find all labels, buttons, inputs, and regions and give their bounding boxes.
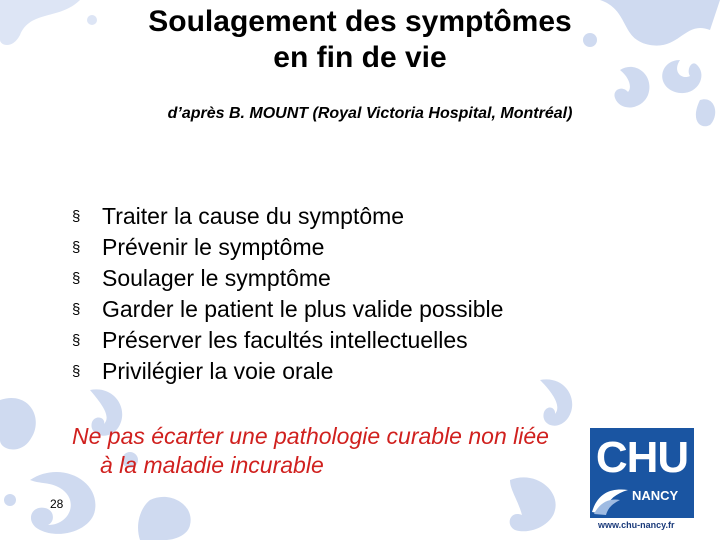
list-item-text: Prévenir le symptôme xyxy=(102,234,325,260)
list-item-text: Traiter la cause du symptôme xyxy=(102,203,405,229)
list-item-text: Soulager le symptôme xyxy=(102,265,331,291)
bullet-icon: § xyxy=(72,332,81,349)
title-line-2: en fin de vie xyxy=(273,41,447,74)
slide-subtitle: d’après B. MOUNT (Royal Victoria Hospital, Montréal) xyxy=(167,105,573,122)
list-item xyxy=(72,263,503,294)
bullet-icon: § xyxy=(72,239,81,256)
slide-title xyxy=(60,4,660,76)
list-item-text: Garder le patient le plus valide possible xyxy=(102,296,504,322)
bullet-list xyxy=(72,201,503,387)
list-item xyxy=(72,356,503,387)
bullet-icon: § xyxy=(72,301,81,318)
note-line-2: à la maladie incurable xyxy=(100,452,324,478)
list-item xyxy=(72,232,503,263)
website-url: www.chu-nancy.fr xyxy=(598,520,675,530)
list-item-text: Privilégier la voie orale xyxy=(102,358,334,384)
note-line-1: Ne pas écarter une pathologie curable non liée xyxy=(72,423,549,449)
chu-logo xyxy=(590,428,694,518)
bullet-icon: § xyxy=(72,208,81,225)
list-item xyxy=(72,294,503,325)
logo-name: CHU xyxy=(595,433,689,482)
logo-wave-icon xyxy=(590,482,632,516)
warning-note xyxy=(72,422,549,480)
list-item-text: Préserver les facultés intellectuelles xyxy=(102,327,468,353)
page-number: 28 xyxy=(50,497,64,511)
bullet-icon: § xyxy=(72,270,81,287)
list-item xyxy=(72,325,503,356)
bullet-icon: § xyxy=(72,363,81,380)
logo-city: NANCY xyxy=(632,488,679,503)
list-item xyxy=(72,201,503,232)
title-line-1: Soulagement des symptômes xyxy=(148,5,572,38)
